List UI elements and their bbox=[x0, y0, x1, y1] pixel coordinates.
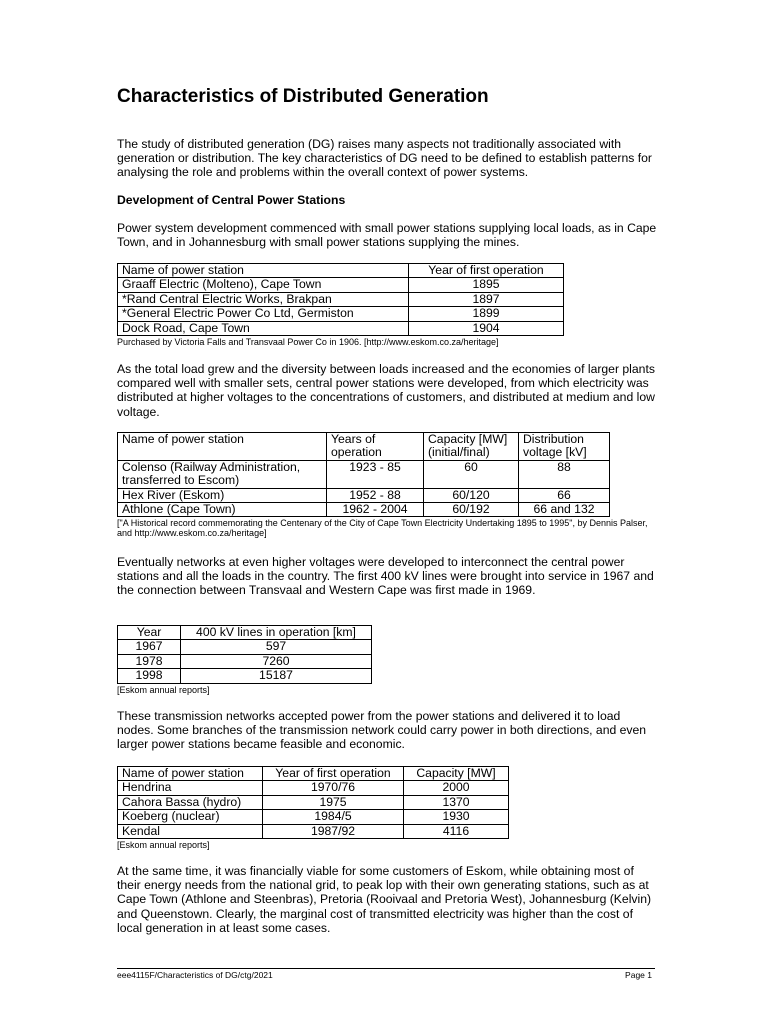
table-cell: 1970/76 bbox=[263, 781, 404, 795]
table-cell: 2000 bbox=[404, 781, 509, 795]
table-row bbox=[118, 669, 372, 683]
table-row bbox=[118, 781, 509, 795]
table-header-cell: Capacity [MW] bbox=[404, 767, 509, 781]
table-cell: Hendrina bbox=[118, 781, 263, 795]
table-cell: 1897 bbox=[409, 292, 564, 306]
table-header-row bbox=[118, 767, 509, 781]
table-row bbox=[118, 278, 564, 292]
table-cell: 1952 - 88 bbox=[327, 488, 424, 502]
table-cell: Colenso (Railway Administration, transferred to Escom) bbox=[118, 460, 327, 488]
table-cell: 4116 bbox=[404, 824, 509, 838]
table-1-source: Purchased by Victoria Falls and Transvaal Power Co in 1906. [http://www.eskom.co.za/heritage] bbox=[117, 337, 499, 347]
paragraph-4: These transmission networks accepted power from the power stations and delivered it to load nodes. Some branches of the transmission network could carry power in both directions, and even larger power stations became feasible and economic. bbox=[117, 709, 647, 752]
table-header-cell: Name of power station bbox=[118, 767, 263, 781]
table-header-cell: Distribution voltage [kV] bbox=[519, 433, 610, 461]
table-cell: 1987/92 bbox=[263, 824, 404, 838]
table-cell: Kendal bbox=[118, 824, 263, 838]
table-cell: 1899 bbox=[409, 307, 564, 321]
table-cell: 1978 bbox=[118, 654, 181, 668]
table-2-source: ["A Historical record commemorating the Centenary of the City of Cape Town Electricity Undertaking 1895 to 1995", by Dennis Palser, and http://www.eskom.co.za/heritage] bbox=[117, 518, 648, 538]
table-header-cell: Name of power station bbox=[118, 433, 327, 461]
table-cell: Graaff Electric (Molteno), Cape Town bbox=[118, 278, 409, 292]
table-cell: 1962 - 2004 bbox=[327, 503, 424, 517]
table-large-stations bbox=[117, 766, 509, 839]
table-cell: Cahora Bassa (hydro) bbox=[118, 795, 263, 809]
footer-page-number: Page 1 bbox=[625, 970, 652, 980]
table-header-row bbox=[118, 626, 372, 640]
table-row bbox=[118, 307, 564, 321]
table-central-stations bbox=[117, 432, 610, 517]
table-early-stations bbox=[117, 263, 564, 336]
table-cell: 1904 bbox=[409, 321, 564, 335]
table-cell: 15187 bbox=[181, 669, 372, 683]
table-cell: 1967 bbox=[118, 640, 181, 654]
table-cell: 66 and 132 bbox=[519, 503, 610, 517]
table-row bbox=[118, 824, 509, 838]
table-header-cell: Years of operation bbox=[327, 433, 424, 461]
table-row bbox=[118, 795, 509, 809]
table-header-cell: Year bbox=[118, 626, 181, 640]
table-cell: Hex River (Eskom) bbox=[118, 488, 327, 502]
table-cell: 597 bbox=[181, 640, 372, 654]
section-heading: Development of Central Power Stations bbox=[117, 193, 346, 207]
table-cell: Athlone (Cape Town) bbox=[118, 503, 327, 517]
table-400kv-lines bbox=[117, 625, 372, 684]
table-3-source: [Eskom annual reports] bbox=[117, 685, 210, 695]
table-header-cell: Name of power station bbox=[118, 264, 409, 278]
table-row bbox=[118, 640, 372, 654]
table-row bbox=[118, 292, 564, 306]
table-cell: 60/192 bbox=[424, 503, 519, 517]
table-header-row bbox=[118, 433, 610, 461]
table-4-source: [Eskom annual reports] bbox=[117, 840, 210, 850]
table-row bbox=[118, 460, 610, 488]
table-header-cell: 400 kV lines in operation [km] bbox=[181, 626, 372, 640]
table-cell: Koeberg (nuclear) bbox=[118, 810, 263, 824]
table-row bbox=[118, 503, 610, 517]
paragraph-5: At the same time, it was financially viable for some customers of Eskom, while obtaining most of their energy needs from the national grid, to peak lop with their own generating stations, such as at Cape Town (Athlone and Steenbras), Pretoria (Rooivaal and Pretoria West), Johannesburg (Kelvin) and Queenstown. Clearly, the marginal cost of transmitted electricity was higher than the cost of local generation in at least some cases. bbox=[117, 864, 652, 935]
paragraph-3: Eventually networks at even higher voltages were developed to interconnect the central power stations and all the loads in the country. The first 400 kV lines were brought into service in 1967 and the connection between Transvaal and Western Cape was first made in 1969. bbox=[117, 555, 654, 598]
table-header-cell: Year of first operation bbox=[409, 264, 564, 278]
table-cell: *General Electric Power Co Ltd, Germiston bbox=[118, 307, 409, 321]
footer-divider bbox=[117, 968, 655, 969]
table-cell: 60/120 bbox=[424, 488, 519, 502]
table-cell: 1930 bbox=[404, 810, 509, 824]
table-cell: 1998 bbox=[118, 669, 181, 683]
table-row bbox=[118, 810, 509, 824]
table-cell: 7260 bbox=[181, 654, 372, 668]
table-cell: 1895 bbox=[409, 278, 564, 292]
table-cell: 1370 bbox=[404, 795, 509, 809]
table-cell: 1923 - 85 bbox=[327, 460, 424, 488]
paragraph-2: As the total load grew and the diversity between loads increased and the economies of larger plants compared well with smaller sets, central power stations were developed, from which electricity was distributed at higher voltages to the concentrations of customers, and distributed at medium and low voltage. bbox=[117, 362, 655, 419]
table-row bbox=[118, 488, 610, 502]
table-cell: 1975 bbox=[263, 795, 404, 809]
table-cell: 1984/5 bbox=[263, 810, 404, 824]
table-cell: 88 bbox=[519, 460, 610, 488]
footer-doc-id: eee4115F/Characteristics of DG/ctg/2021 bbox=[117, 970, 273, 980]
table-cell: *Rand Central Electric Works, Brakpan bbox=[118, 292, 409, 306]
table-header-row bbox=[118, 264, 564, 278]
table-header-cell: Year of first operation bbox=[263, 767, 404, 781]
paragraph-1: Power system development commenced with small power stations supplying local loads, as in Cape Town, and in Johannesburg with small power stations supplying the mines. bbox=[117, 221, 657, 250]
table-row bbox=[118, 321, 564, 335]
page-title: Characteristics of Distributed Generation bbox=[117, 86, 489, 107]
table-row bbox=[118, 654, 372, 668]
intro-paragraph: The study of distributed generation (DG) raises many aspects not traditionally associated with generation or distribution. The key characteristics of DG need to be defined to establish patterns for analysing the role and problems within the overall context of power systems. bbox=[117, 137, 652, 180]
table-header-cell: Capacity [MW] (initial/final) bbox=[424, 433, 519, 461]
table-cell: Dock Road, Cape Town bbox=[118, 321, 409, 335]
table-cell: 60 bbox=[424, 460, 519, 488]
table-cell: 66 bbox=[519, 488, 610, 502]
